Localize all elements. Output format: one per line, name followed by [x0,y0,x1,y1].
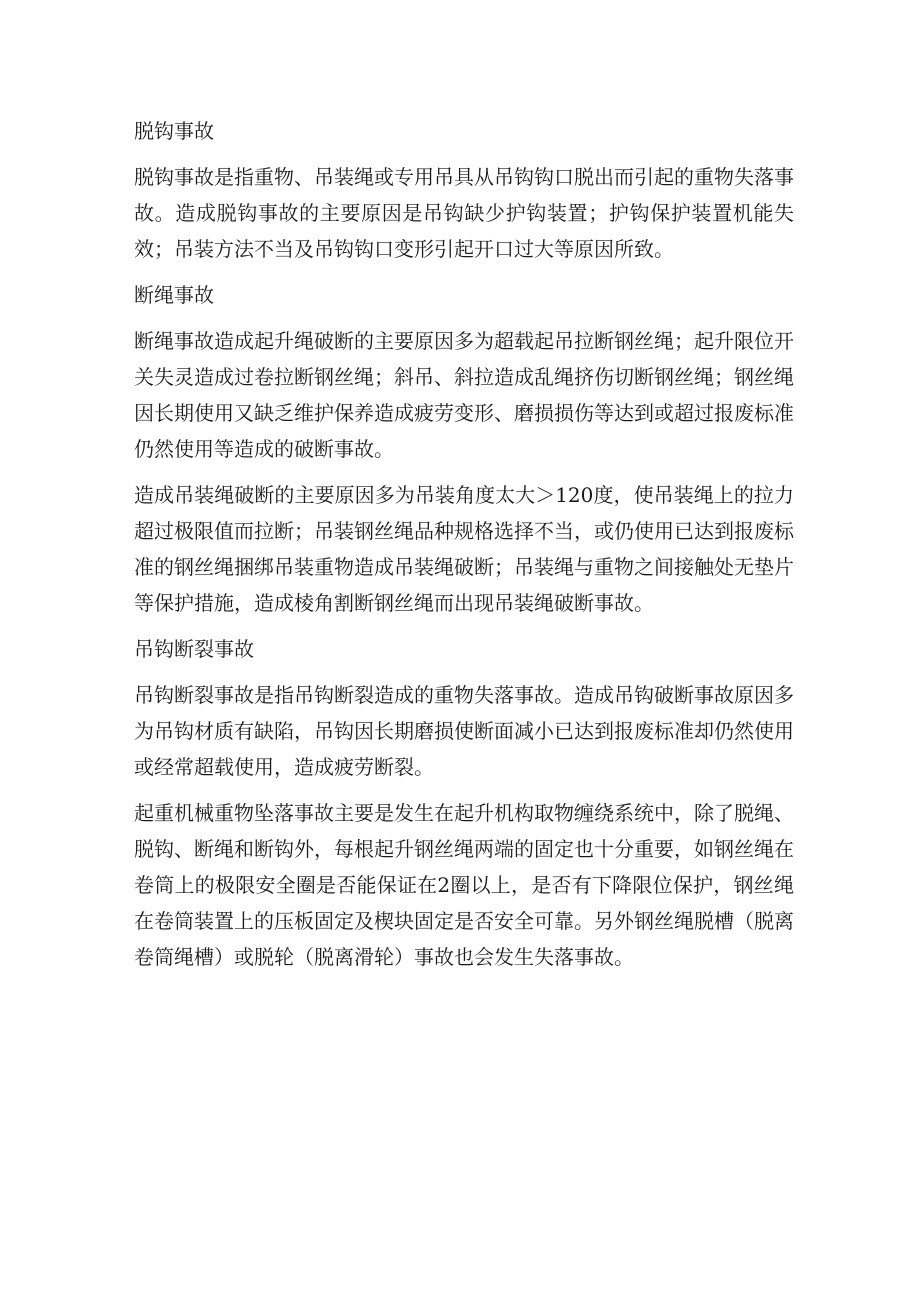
document-body [134,113,794,985]
section-heading-hook-fracture: 吊钩断裂事故 [134,637,254,661]
paragraph-unhooking: 脱钩事故是指重物、吊装绳或专用吊具从吊钩钩口脱出而引起的重物失落事故。造成脱钩事故的主要原因是吊钩缺少护钩装置；护钩保护装置机能失效；吊装方法不当及吊钩钩口变形引起开口过大等原因所致。 [134,165,794,261]
paragraph-sling-rope-break: 造成吊装绳破断的主要原因多为吊装角度太大＞120度，使吊装绳上的拉力超过极限值而拉断；吊装钢丝绳品种规格选择不当，或仍使用已达到报废标准的钢丝绳捆绑吊装重物造成吊装绳破断；吊装绳与重物之间接触处无垫片等保护措施，造成棱角割断钢丝绳而出现吊装绳破断事故。 [134,483,794,615]
section-heading-rope-break: 断绳事故 [134,283,214,307]
section-heading-unhooking: 脱钩事故 [134,119,214,143]
paragraph-falling-load: 起重机械重物坠落事故主要是发生在起升机构取物缠绕系统中，除了脱绳、脱钩、断绳和断钩外，每根起升钢丝绳两端的固定也十分重要，如钢丝绳在卷筒上的极限安全圈是否能保证在2圈以上，是否有下降限位保护，钢丝绳在卷筒装置上的压板固定及楔块固定是否安全可靠。另外钢丝绳脱槽（脱离卷筒绳槽）或脱轮（脱离滑轮）事故也会发生失落事故。 [134,801,794,969]
paragraph-hook-fracture: 吊钩断裂事故是指吊钩断裂造成的重物失落事故。造成吊钩破断事故原因多为吊钩材质有缺陷，吊钩因长期磨损使断面减小已达到报废标准却仍然使用或经常超载使用，造成疲劳断裂。 [134,683,794,779]
paragraph-hoist-rope-break: 断绳事故造成起升绳破断的主要原因多为超载起吊拉断钢丝绳；起升限位开关失灵造成过卷拉断钢丝绳；斜吊、斜拉造成乱绳挤伤切断钢丝绳；钢丝绳因长期使用又缺乏维护保养造成疲劳变形、磨损损伤等达到或超过报废标准仍然使用等造成的破断事故。 [134,329,794,461]
